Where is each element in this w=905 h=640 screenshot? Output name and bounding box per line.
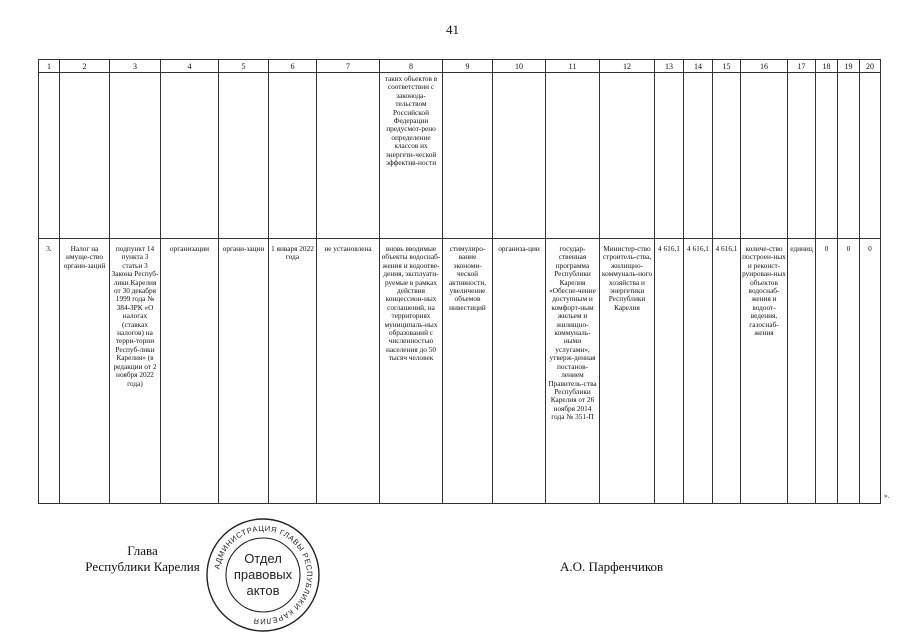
column-number-11: 11 <box>546 60 600 73</box>
column-number-14: 14 <box>684 60 713 73</box>
table-cell-col-2: Налог на имуще-ство органи-заций <box>60 239 110 504</box>
column-number-19: 19 <box>838 60 860 73</box>
table-cell-col-14: 4 616,1 <box>684 239 713 504</box>
column-number-18: 18 <box>816 60 838 73</box>
table-cell-col-16: количе-ство построен-ных и реконст-руирован-ных объектов водоснаб-жения и водоот-ведения, газоснаб-жения <box>741 239 788 504</box>
stamp-line3: актов <box>246 583 280 598</box>
table-cell-col-13: 4 616,1 <box>655 239 684 504</box>
column-number-4: 4 <box>161 60 219 73</box>
table-cell-col-19: 0 <box>838 239 860 504</box>
table-cell-col-18: 0 <box>816 239 838 504</box>
table-cell-col-8: вновь вводимые объекты водоснаб-жения и водоотве-дения, эксплуати-руемые в рамках действия концессион-ных соглашений, на территориях муниципаль-ных образований с численностью населения до 50 тысяч человек <box>380 239 443 504</box>
table-cell-col-3: подпункт 14 пункта 3 статьи 3 Закона Респуб-лики Карелия от 30 декабря 1999 года № 384-ЗРК «О налогах (ставках налогов) на терри-тории Респуб-лики Карелия» (в редакции от 2 ноября 2022 года) <box>110 239 161 504</box>
stamp-line2: правовых <box>233 567 293 582</box>
table-cell-col-4: организации <box>161 239 219 504</box>
table-row <box>39 239 881 504</box>
column-number-2: 2 <box>60 60 110 73</box>
official-stamp <box>203 515 323 635</box>
column-number-16: 16 <box>741 60 788 73</box>
table-cell-col-10: организа-ции <box>493 239 546 504</box>
column-number-7: 7 <box>317 60 380 73</box>
table-cell-col-11: государ-ственная программа Республики Карелия «Обеспе-чение доступным и комфорт-ным жильем и жилищно-коммуналь-ными услугами», утверж-денная постанов-лением Правитель-ства Республики Карелия от 26 ноября 2014 года № 351-П <box>546 239 600 504</box>
table-cell-col-1: 3. <box>39 239 60 504</box>
continuation-row <box>39 73 881 239</box>
column-number-6: 6 <box>269 60 317 73</box>
table-cell-col-7: не установлена <box>317 239 380 504</box>
column-number-20: 20 <box>860 60 881 73</box>
column-number-13: 13 <box>655 60 684 73</box>
page-number: 41 <box>446 22 459 37</box>
column-number-9: 9 <box>443 60 493 73</box>
tax-benefits-table <box>38 59 881 504</box>
column-number-3: 3 <box>110 60 161 73</box>
signature-title <box>70 543 215 575</box>
column-number-17: 17 <box>788 60 816 73</box>
column-number-8: 8 <box>380 60 443 73</box>
column-number-5: 5 <box>219 60 269 73</box>
table-cell-col-5: органи-зации <box>219 239 269 504</box>
signatory-name: А.О. Парфенчиков <box>560 559 664 574</box>
table-cell-col-20: 0 <box>860 239 881 504</box>
table-cell-col-12: Министер-ство строитель-ства, жилищно-коммуналь-ного хозяйства и энергетики Республики Карелия <box>600 239 655 504</box>
signature-title-line1: Глава <box>127 543 158 558</box>
table-cell-col-17: единиц <box>788 239 816 504</box>
column-number-12: 12 <box>600 60 655 73</box>
table-cell-col-6: 1 января 2022 года <box>269 239 317 504</box>
continuation-cell-8: таких объектов в соответствии с законода-тельством Российской Федерации предусмот-рено определение классов их энергети-ческой эффектив-ности <box>380 73 443 239</box>
table-cell-col-15: 4 616,1 <box>713 239 741 504</box>
table-cell-col-9: стимулиро-вание экономи-ческой активности, увеличение объемов инвестиций <box>443 239 493 504</box>
signature-title-line2: Республики Карелия <box>85 559 200 574</box>
column-number-10: 10 <box>493 60 546 73</box>
stamp-ring-text: АДМИНИСТРАЦИЯ ГЛАВЫ РЕСПУБЛИКИ КАРЕЛИЯ <box>212 523 315 627</box>
column-number-1: 1 <box>39 60 60 73</box>
column-number-row <box>39 60 881 73</box>
column-number-15: 15 <box>713 60 741 73</box>
stamp-line1: Отдел <box>244 551 282 566</box>
row-end-marker: ». <box>884 492 890 500</box>
